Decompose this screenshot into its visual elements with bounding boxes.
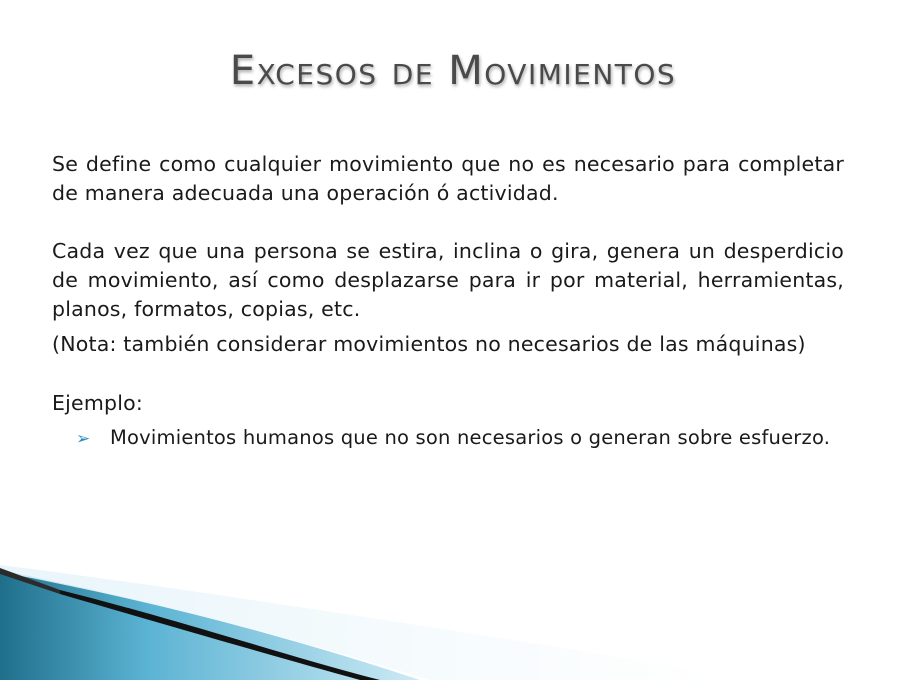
example-bullet bbox=[52, 424, 844, 452]
detail-paragraph: Cada vez que una persona se estira, inclina o gira, genera un desperdicio de movimiento, así como desplazarse para ir por material, herramientas, planos, formatos, copias, etc. bbox=[52, 239, 844, 321]
example-label: Ejemplo: bbox=[52, 391, 143, 415]
slide-body bbox=[52, 150, 844, 452]
definition-paragraph: Se define como cualquier movimiento que no es necesario para completar de manera adecuada una operación ó actividad. bbox=[52, 152, 844, 205]
bullet-text: Movimientos humanos que no son necesarios o generan sobre esfuerzo. bbox=[110, 426, 831, 449]
arrow-bullet-icon: ➢ bbox=[76, 429, 91, 449]
note-paragraph: (Nota: también considerar movimientos no necesarios de las máquinas) bbox=[52, 332, 806, 356]
slide-title: Excesos de Movimientos bbox=[229, 48, 677, 94]
decorative-wave-band bbox=[0, 560, 906, 680]
